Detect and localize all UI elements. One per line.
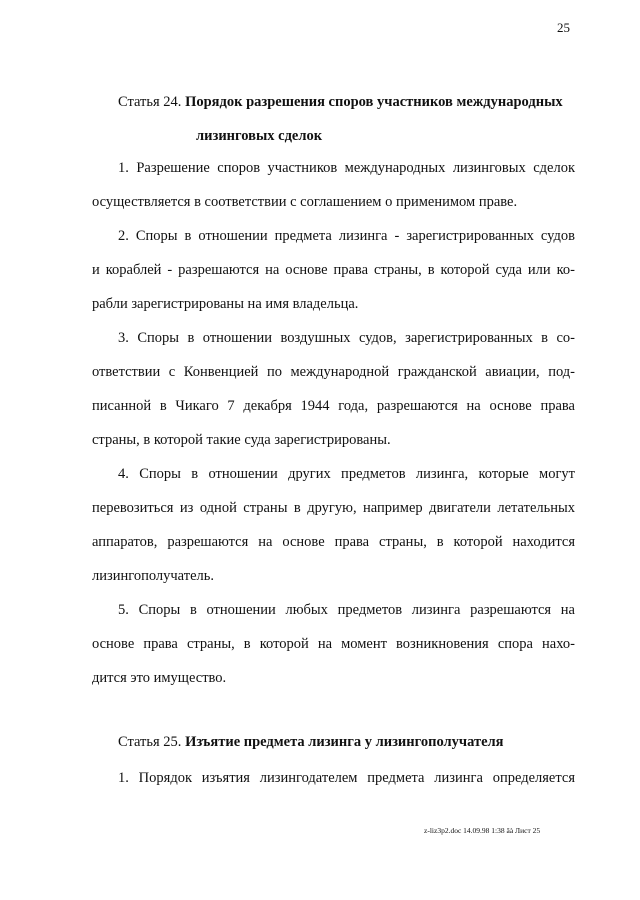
para-3-line-2: ответствии с Конвенцией по международной гражданской авиации, под- bbox=[92, 364, 575, 380]
para-5-line-3: дится это имущество. bbox=[92, 670, 227, 686]
para-1-line-1: 1. Разрешение споров участников международных лизинговых сделок bbox=[118, 160, 575, 176]
para-2-line-3: рабли зарегистрированы на имя владельца. bbox=[92, 296, 359, 312]
para-5-line-2: основе права страны, в которой на момент возникновения спора нахо- bbox=[92, 636, 575, 652]
para-2-line-2: и кораблей - разрешаются на основе права страны, в которой суда или ко- bbox=[92, 262, 575, 278]
page-number: 25 bbox=[557, 20, 570, 35]
article-25-heading bbox=[118, 734, 504, 751]
para-4-line-4: лизингополучатель. bbox=[92, 568, 214, 584]
para-3-line-4: страны, в которой такие суда зарегистрированы. bbox=[92, 432, 391, 448]
para-4-line-3: аппаратов, разрешаются на основе права страны, в которой находится bbox=[92, 534, 575, 550]
para-5-line-1: 5. Споры в отношении любых предметов лизинга разрешаются на bbox=[118, 602, 575, 618]
para-4-line-2: перевозиться из одной страны в другую, например двигатели летательных bbox=[92, 500, 575, 516]
article-24-title-line-2: лизинговых сделок bbox=[196, 128, 323, 144]
article-25-para-1-line-1: 1. Порядок изъятия лизингодателем предмета лизинга определяется bbox=[118, 770, 575, 786]
para-4-line-1: 4. Споры в отношении других предметов лизинга, которые могут bbox=[118, 466, 575, 482]
article-24-title-line-1: Порядок разрешения споров участников международных bbox=[185, 94, 563, 110]
article-24-title-line-2-wrap bbox=[196, 128, 322, 145]
para-3-line-3: писанной в Чикаго 7 декабря 1944 года, разрешаются на основе права bbox=[92, 398, 575, 414]
para-3-line-1: 3. Споры в отношении воздушных судов, зарегистрированных в со- bbox=[118, 330, 575, 346]
article-24-label: Статья 24. bbox=[118, 94, 182, 110]
para-2-line-1: 2. Споры в отношении предмета лизинга - зарегистрированных судов bbox=[118, 228, 575, 244]
article-25-label: Статья 25. bbox=[118, 734, 182, 750]
article-25-title: Изъятие предмета лизинга у лизингополучателя bbox=[185, 734, 504, 750]
article-24-heading bbox=[118, 94, 563, 111]
document-footer: z-liz3p2.doc 14.09.98 1:38 âà Лист 25 bbox=[424, 826, 541, 835]
para-1-line-2: осуществляется в соответствии с соглашением о применимом праве. bbox=[92, 194, 518, 210]
